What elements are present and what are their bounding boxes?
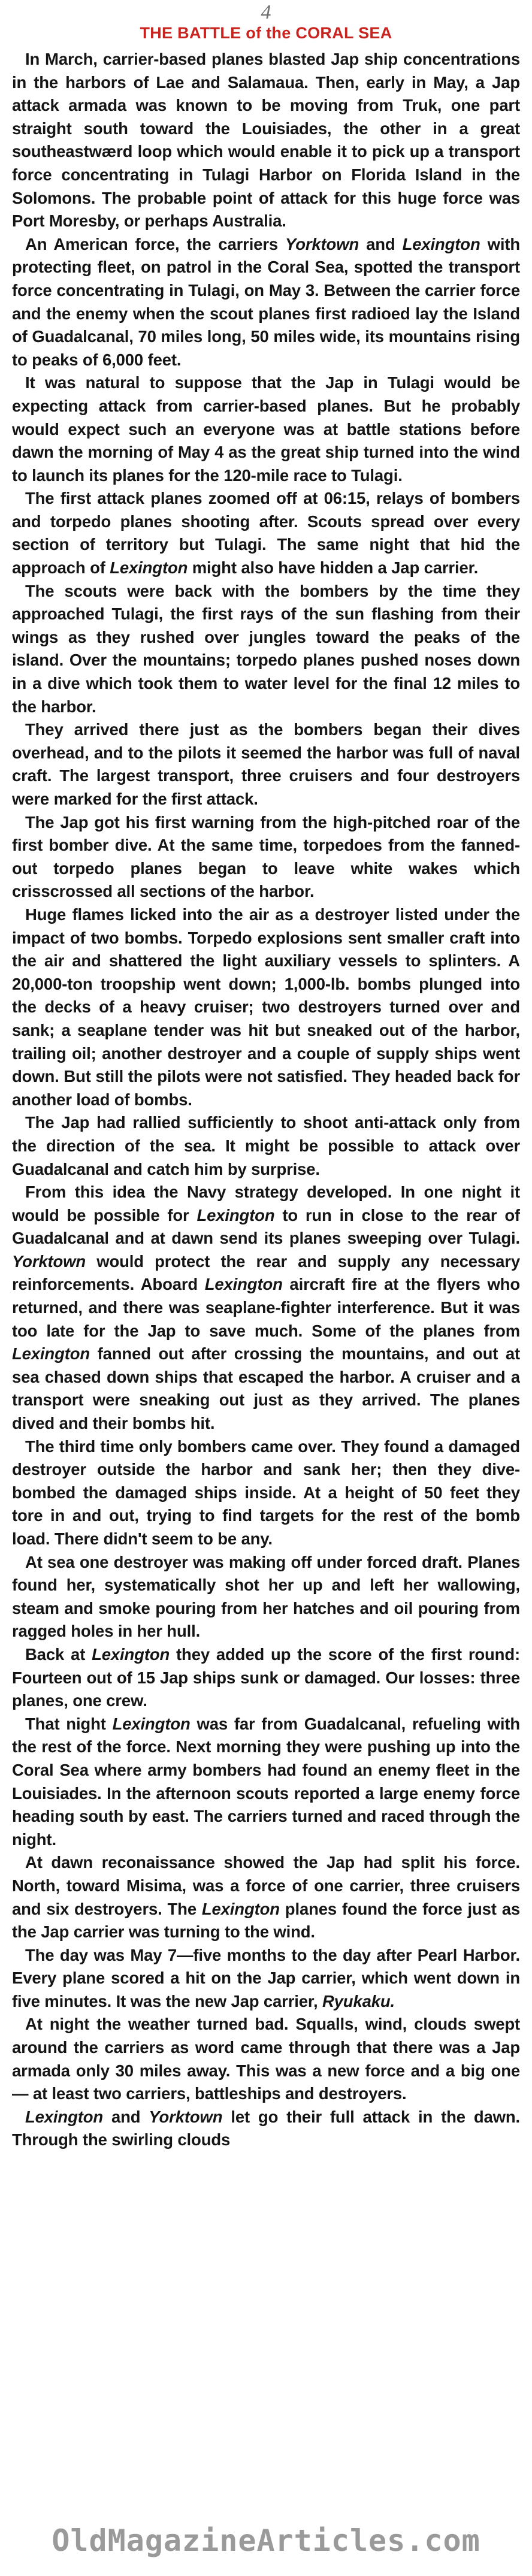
article-title: THE BATTLE of the CORAL SEA xyxy=(140,24,392,42)
ship-name: Lexington xyxy=(204,1275,283,1294)
ship-name: Lexington xyxy=(12,1344,90,1363)
paragraph: The third time only bombers came over. They found a damaged destroyer outside the harbor and sank her; then they dive-bombed the damaged ships inside. At a height of 50 feet they tore in and out, trying to find targets for the rest of the bomb load. There didn't seem to be any. xyxy=(12,1437,520,1548)
ship-name: Lexington xyxy=(402,234,480,253)
ship-name: Lexington xyxy=(197,1205,275,1224)
paragraph: The scouts were back with the bombers by the time they approached Tulagi, the first rays of the sun flashing from their wings as they rushed over jungles toward the peaks of the island. Over the mountains; torpedo planes pushed noses down in a dive which took them to water level for the final 12 miles to the harbor. xyxy=(12,581,520,716)
ship-name: Yorktown xyxy=(12,1251,86,1271)
paragraph: The Jap got his first warning from the high-pitched roar of the first bomber dive. At the same time, torpedoes from the fanned-out torpedo planes began to leave white wakes which crisscrossed all sections of the harbor. xyxy=(12,812,520,901)
article-body xyxy=(12,48,520,2492)
paragraph: Back at Lexington they added up the score of the first round: Fourteen out of 15 Jap ships sunk or damaged. Our losses: three planes, one crew. xyxy=(12,1644,520,1710)
paragraph: The day was May 7—five months to the day after Pearl Harbor. Every plane scored a hit on the Jap carrier, which went down in five minutes. It was the new Jap carrier, Ryukaku. xyxy=(12,1945,520,2010)
paragraph: It was natural to suppose that the Jap in Tulagi would be expecting attack from carrier-based planes. But he probably would expect such an everyone was at battle stations before dawn the morning of May 4 as the great ship turned into the wind to launch its planes for the 120-mile race to Tulagi. xyxy=(12,373,520,485)
paragraph: At sea one destroyer was making off under forced draft. Planes found her, systematically shot her up and left her wallowing, steam and smoke pouring from her hatches and oil pouring from ragged holes in her hull. xyxy=(12,1552,520,1641)
ship-name: Yorktown xyxy=(285,234,359,253)
ship-name: Yorktown xyxy=(149,2107,223,2126)
paragraph: From this idea the Navy strategy developed. In one night it would be possible for Lexington to run in close to the rear of Guadalcanal and at dawn send its planes sweeping over Tulagi. Yorktown would protect the rear and supply any necessary reinforcements. Aboard Lexington aircraft fire at the flyers who returned, and there was seaplane-fighter interference. But it was too late for the Jap to save much. Some of the planes from Lexington fanned out after crossing the mountains, and out at sea chased down ships that escaped the harbor. A cruiser and a transport were sneaking out just as they arrived. The planes dived and their bombs hit. xyxy=(12,1183,520,1433)
ship-name: Lexington xyxy=(25,2107,104,2126)
paragraph: They arrived there just as the bombers began their dives overhead, and to the pilots it seemed the harbor was full of naval craft. The largest transport, three cruisers and four destroyers were marked for the first attack. xyxy=(12,720,520,808)
paragraph: That night Lexington was far from Guadalcanal, refueling with the rest of the force. Next morning they were pushing up into the Coral Sea where army bombers had found an enemy fleet in the Louisiades. In the afternoon scouts reported a large enemy force heading south by east. The carriers turned and raced through the night. xyxy=(12,1714,520,1849)
paragraph: At dawn reconaissance showed the Jap had split his force. North, toward Misima, was a force of one carrier, three cruisers and six destroyers. The Lexington planes found the force just as the Jap carrier was turning to the wind. xyxy=(12,1853,520,1942)
paragraph: Lexington and Yorktown let go their full attack in the dawn. Through the swirling clouds xyxy=(12,2107,520,2149)
paragraph: The Jap had rallied sufficiently to shoot anti-attack only from the direction of the sea. It might be possible to attack over Guadalcanal and catch him by surprise. xyxy=(12,1113,520,1178)
paragraph: In March, carrier-based planes blasted Jap ship concentrations in the harbors of Lae and Salamaua. Then, early in May, a Jap attack armada was known to be moving from Truk, one part straight south toward the Louisiades, the other in a great southeastwærd loop which would enable it to pick up a transport force concentrating in Tulagi Harbor on Florida Island in the Solomons. The probable point of attack for this huge force was Port Moresby, or perhaps Australia. xyxy=(12,50,520,231)
ship-name: Lexington xyxy=(110,558,188,578)
ship-name: Lexington xyxy=(92,1644,170,1664)
watermark-footer: OldMagazineArticles.com xyxy=(52,2523,480,2558)
page-number: 4 xyxy=(261,1,271,23)
paragraph: Huge flames licked into the air as a destroyer listed under the impact of two bombs. Torpedo explosions sent smaller craft into the air and shattered the light auxiliary vessels to splinters. A 20,000-ton troopship went down; 1,000-lb. bombs plunged into the decks of a heavy cruiser; two destroyers turned over and sank; a seaplane tender was hit but sneaked out of the harbor, trailing oil; another destroyer and a couple of supply ships went down. But still the pilots were not satisfied. They headed back for another load of bombs. xyxy=(12,905,520,1109)
ship-name: Lexington xyxy=(112,1714,191,1733)
ship-name: Ryukaku. xyxy=(322,1991,395,2010)
paragraph: An American force, the carriers Yorktown and Lexington with protecting fleet, on patrol in the Coral Sea, spotted the transport force concentrating in Tulagi, on May 3. Between the carrier force and the enemy when the scout planes first radioed lay the Island of Guadalcanal, 70 miles long, 50 miles wide, its mountains rising to peaks of 6,000 feet. xyxy=(12,234,520,369)
paragraph: The first attack planes zoomed off at 06:15, relays of bombers and torpedo planes shooting after. Scouts spread over every section of territory but Tulagi. The same night that hid the approach of Lexington might also have hidden a Jap carrier. xyxy=(12,489,520,578)
paragraph: At night the weather turned bad. Squalls, wind, clouds swept around the carriers as word came through that there was a Jap armada only 30 miles away. This was a new force and a big one — at least two carriers, battleships and destroyers. xyxy=(12,2015,520,2103)
ship-name: Lexington xyxy=(201,1899,280,1918)
